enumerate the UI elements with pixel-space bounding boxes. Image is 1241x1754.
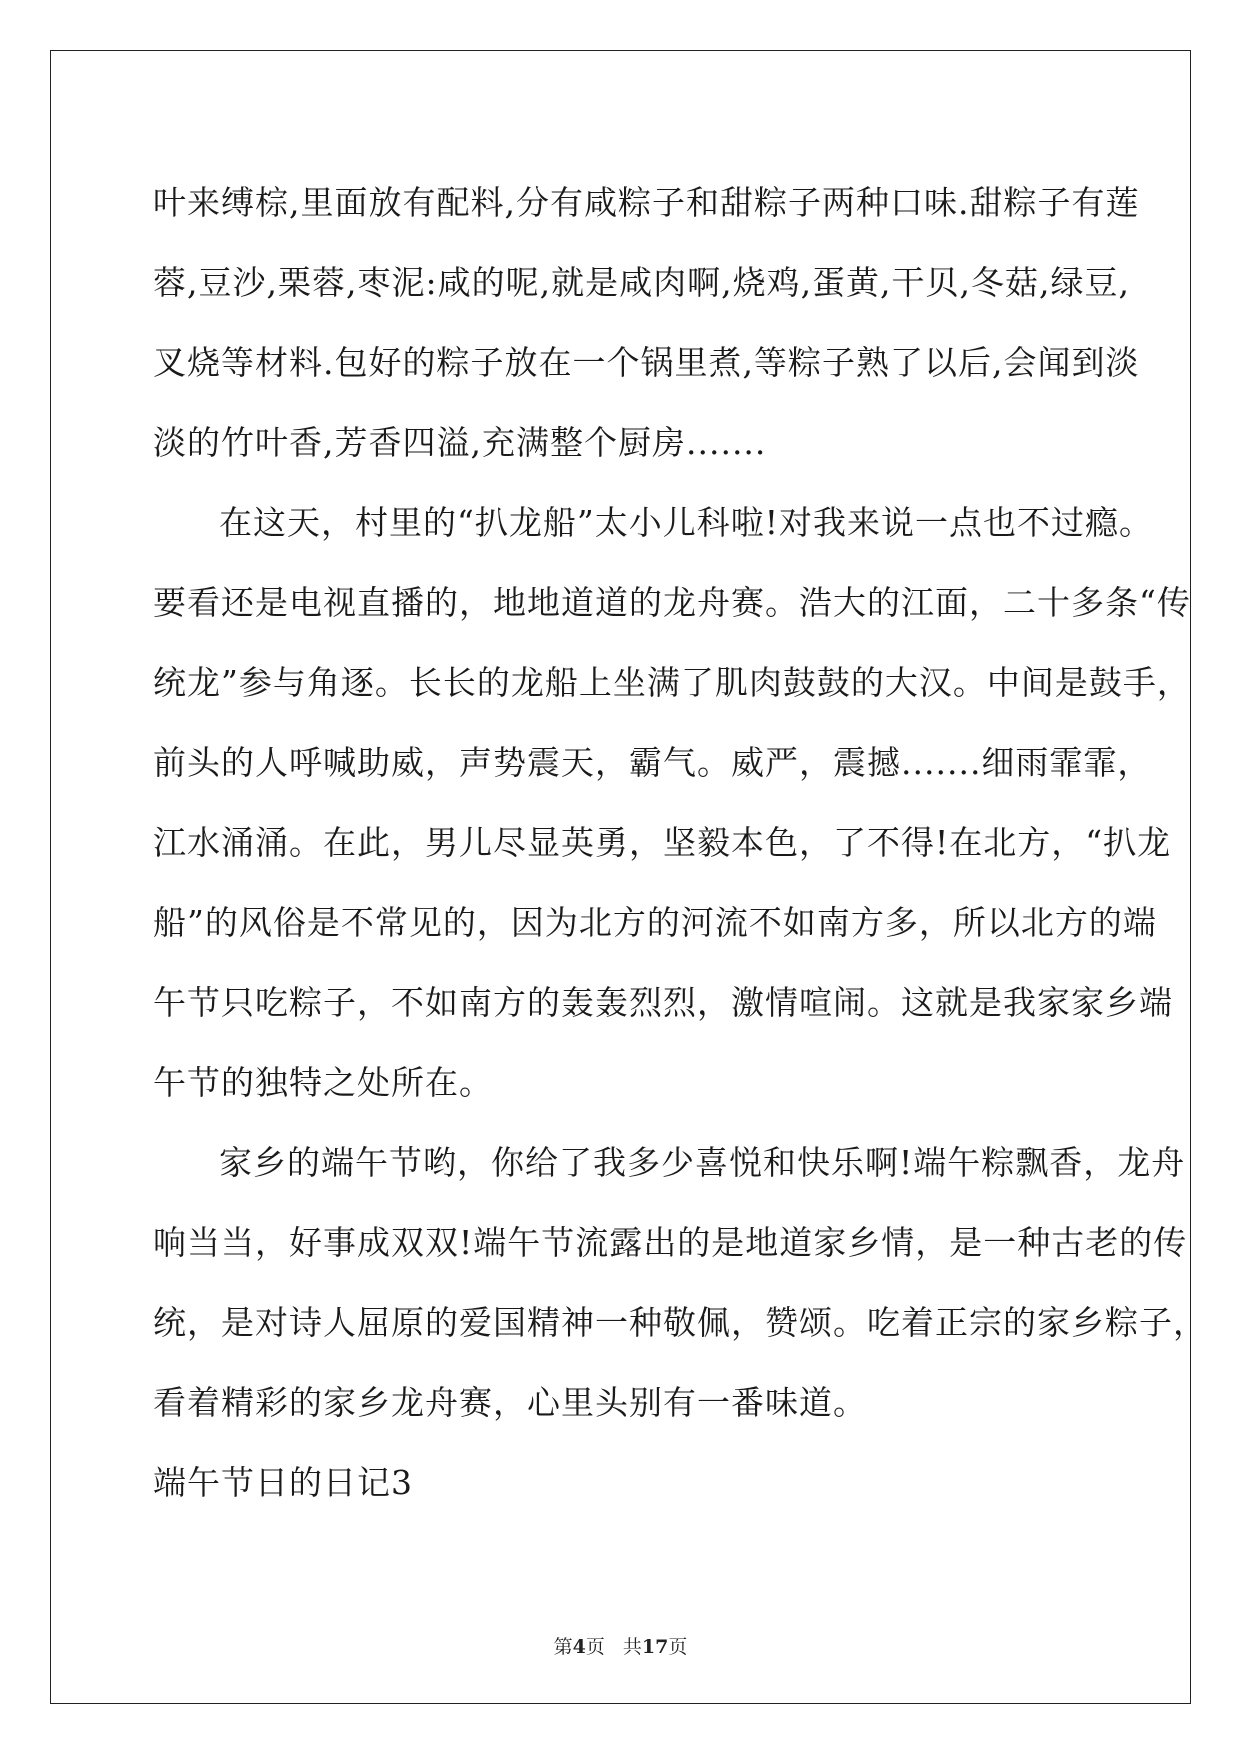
total-pages: 17 bbox=[641, 1636, 669, 1658]
footer-prefix: 第 bbox=[553, 1636, 573, 1658]
page-number: 4 bbox=[572, 1636, 586, 1658]
footer-total-prefix: 共 bbox=[622, 1636, 642, 1658]
text-line: 淡的竹叶香,芳香四溢,充满整个厨房....... bbox=[153, 423, 767, 462]
text-line: 午节只吃粽子，不如南方的轰轰烈烈，激情喧闹。这就是我家家乡端 bbox=[153, 983, 1173, 1022]
text-line: 船”的风俗是不常见的，因为北方的河流不如南方多，所以北方的端 bbox=[153, 903, 1157, 942]
text-line: 前头的人呼喊助威，声势震天，霸气。威严，震撼.......细雨霏霏， bbox=[153, 743, 1152, 782]
text-line: 看着精彩的家乡龙舟赛，心里头别有一番味道。 bbox=[153, 1383, 867, 1422]
page-footer bbox=[0, 1632, 1241, 1659]
text-line: 叶来缚棕,里面放有配料,分有咸粽子和甜粽子两种口味.甜粽子有莲 bbox=[153, 183, 1140, 222]
section-heading: 端午节日的日记3 bbox=[153, 1463, 413, 1502]
text-line: 午节的独特之处所在。 bbox=[153, 1063, 493, 1102]
paragraph-3 bbox=[153, 1123, 1207, 1443]
paragraph-2 bbox=[153, 483, 1191, 1123]
text-line: 江水涌涌。在此，男儿尽显英勇，坚毅本色，了不得!在北方，“扒龙 bbox=[153, 823, 1172, 862]
text-line: 统，是对诗人屈原的爱国精神一种敬佩，赞颂。吃着正宗的家乡粽子， bbox=[153, 1303, 1207, 1342]
text-line: 统龙”参与角逐。长长的龙船上坐满了肌肉鼓鼓的大汉。中间是鼓手， bbox=[153, 663, 1191, 702]
text-line: 家乡的端午节哟，你给了我多少喜悦和快乐啊!端午粽飘香，龙舟 bbox=[219, 1143, 1186, 1182]
document-body bbox=[153, 163, 1207, 1523]
footer-page-suffix: 页 bbox=[585, 1636, 605, 1658]
text-line: 要看还是电视直播的，地地道道的龙舟赛。浩大的江面，二十多条“传 bbox=[153, 583, 1191, 622]
footer-total-suffix: 页 bbox=[668, 1636, 688, 1658]
text-line: 在这天，村里的“扒龙船”太小儿科啦!对我来说一点也不过瘾。 bbox=[219, 503, 1154, 542]
text-line: 叉烧等材料.包好的粽子放在一个锅里煮,等粽子熟了以后,会闻到淡 bbox=[153, 343, 1140, 382]
text-line: 响当当，好事成双双!端午节流露出的是地道家乡情，是一种古老的传 bbox=[153, 1223, 1188, 1262]
text-line: 蓉,豆沙,栗蓉,枣泥:咸的呢,就是咸肉啊,烧鸡,蛋黄,干贝,冬菇,绿豆, bbox=[153, 263, 1131, 302]
paragraph-1 bbox=[153, 163, 1140, 483]
